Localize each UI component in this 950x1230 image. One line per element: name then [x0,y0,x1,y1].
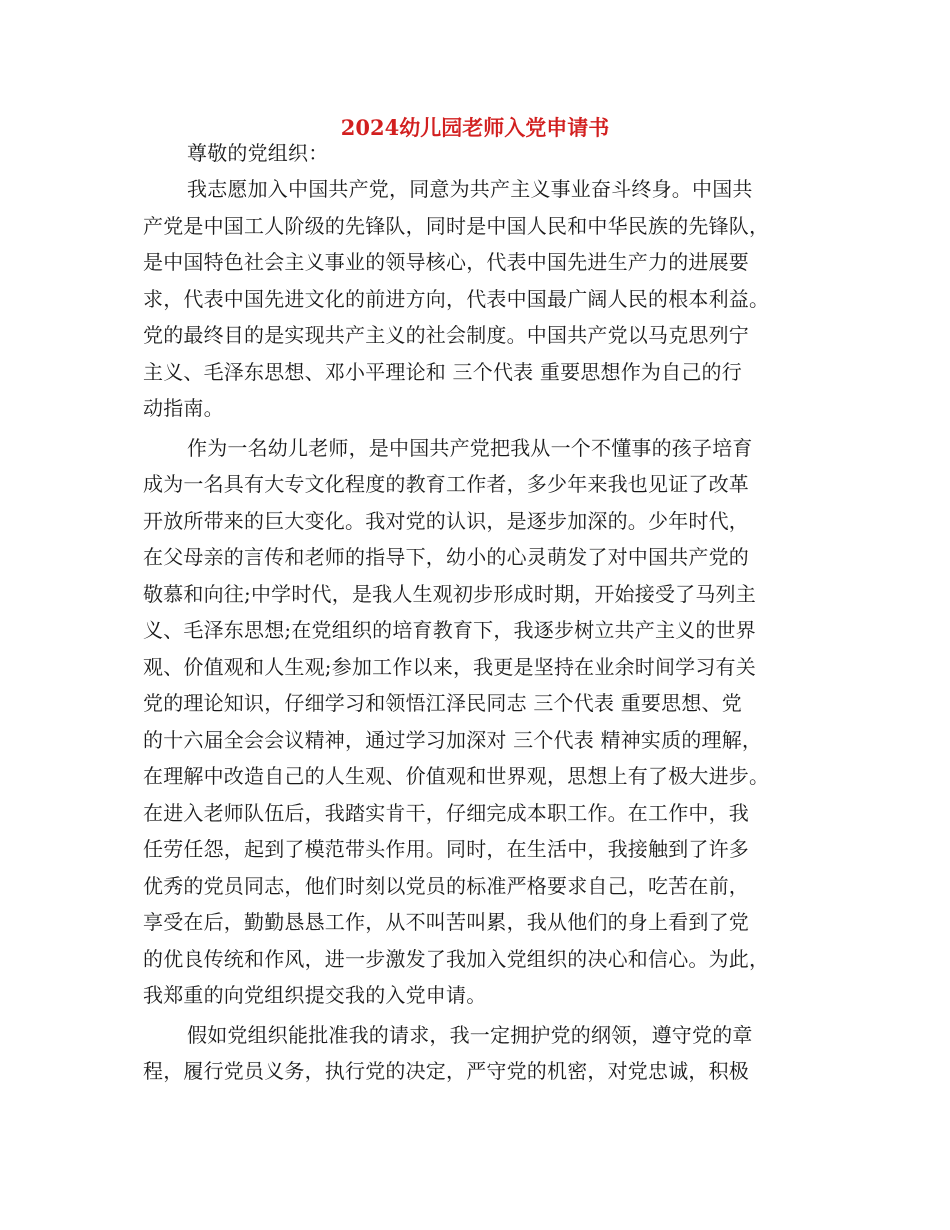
paragraph-line: 产党是中国工人阶级的先锋队，同时是中国人民和中华民族的先锋队， [143,214,770,238]
paragraph-line: 作为一名幼儿老师，是中国共产党把我从一个不懂事的孩子培育 [187,436,753,460]
paragraph-line: 优秀的党员同志，他们时刻以党员的标准严格要求自己，吃苦在前， [143,874,749,898]
paragraph-line: 是中国特色社会主义事业的领导核心，代表中国先进生产力的进展要 [143,250,749,274]
paragraph-line: 动指南。 [143,396,224,420]
paragraph-line: 我志愿加入中国共产党，同意为共产主义事业奋斗终身。中国共 [187,177,753,201]
page-title: 2024幼儿园老师入党申请书 [340,115,610,140]
paragraph-line: 享受在后，勤勤恳恳工作，从不叫苦叫累，我从他们的身上看到了党 [143,910,749,934]
paragraph-line: 义、毛泽东思想;在党组织的培育教育下，我逐步树立共产主义的世界 [143,618,756,642]
paragraph-line: 我郑重的向党组织提交我的入党申请。 [143,983,487,1007]
paragraph-line: 任劳任怨，起到了模范带头作用。同时，在生活中，我接触到了许多 [143,837,749,861]
paragraph-line: 程，履行党员义务，执行党的决定，严守党的机密，对党忠诚，积极 [143,1059,749,1083]
paragraph-line: 成为一名具有大专文化程度的教育工作者，多少年来我也见证了改革 [143,472,749,496]
paragraph-line: 在父母亲的言传和老师的指导下，幼小的心灵萌发了对中国共产党的 [143,545,749,569]
paragraph-line: 主义、毛泽东思想、邓小平理论和 三个代表 重要思想作为自己的行 [143,360,742,384]
paragraph-line: 在进入老师队伍后，我踏实肯干，仔细完成本职工作。在工作中，我 [143,801,749,825]
paragraph-line: 假如党组织能批准我的请求，我一定拥护党的纲领，遵守党的章 [187,1023,753,1047]
paragraph-line: 开放所带来的巨大变化。我对党的认识，是逐步加深的。少年时代， [143,509,749,533]
paragraph-line: 在理解中改造自己的人生观、价值观和世界观，思想上有了极大进步。 [143,764,770,788]
paragraph-line: 的十六届全会会议精神，通过学习加深对 三个代表 精神实质的理解， [143,728,763,752]
paragraph-line: 党的最终目的是实现共产主义的社会制度。中国共产党以马克思列宁 [143,323,749,347]
paragraph-line: 党的理论知识，仔细学习和领悟江泽民同志 三个代表 重要思想、党 [143,691,742,715]
paragraph-line: 观、价值观和人生观;参加工作以来，我更是坚持在业余时间学习有关 [143,655,756,679]
salutation: 尊敬的党组织： [187,141,329,165]
paragraph-line: 的优良传统和作风，进一步激发了我加入党组织的决心和信心。为此， [143,947,770,971]
paragraph-line: 敬慕和向往;中学时代，是我人生观初步形成时期，开始接受了马列主 [143,582,756,606]
paragraph-line: 求，代表中国先进文化的前进方向，代表中国最广阔人民的根本利益。 [143,287,770,311]
